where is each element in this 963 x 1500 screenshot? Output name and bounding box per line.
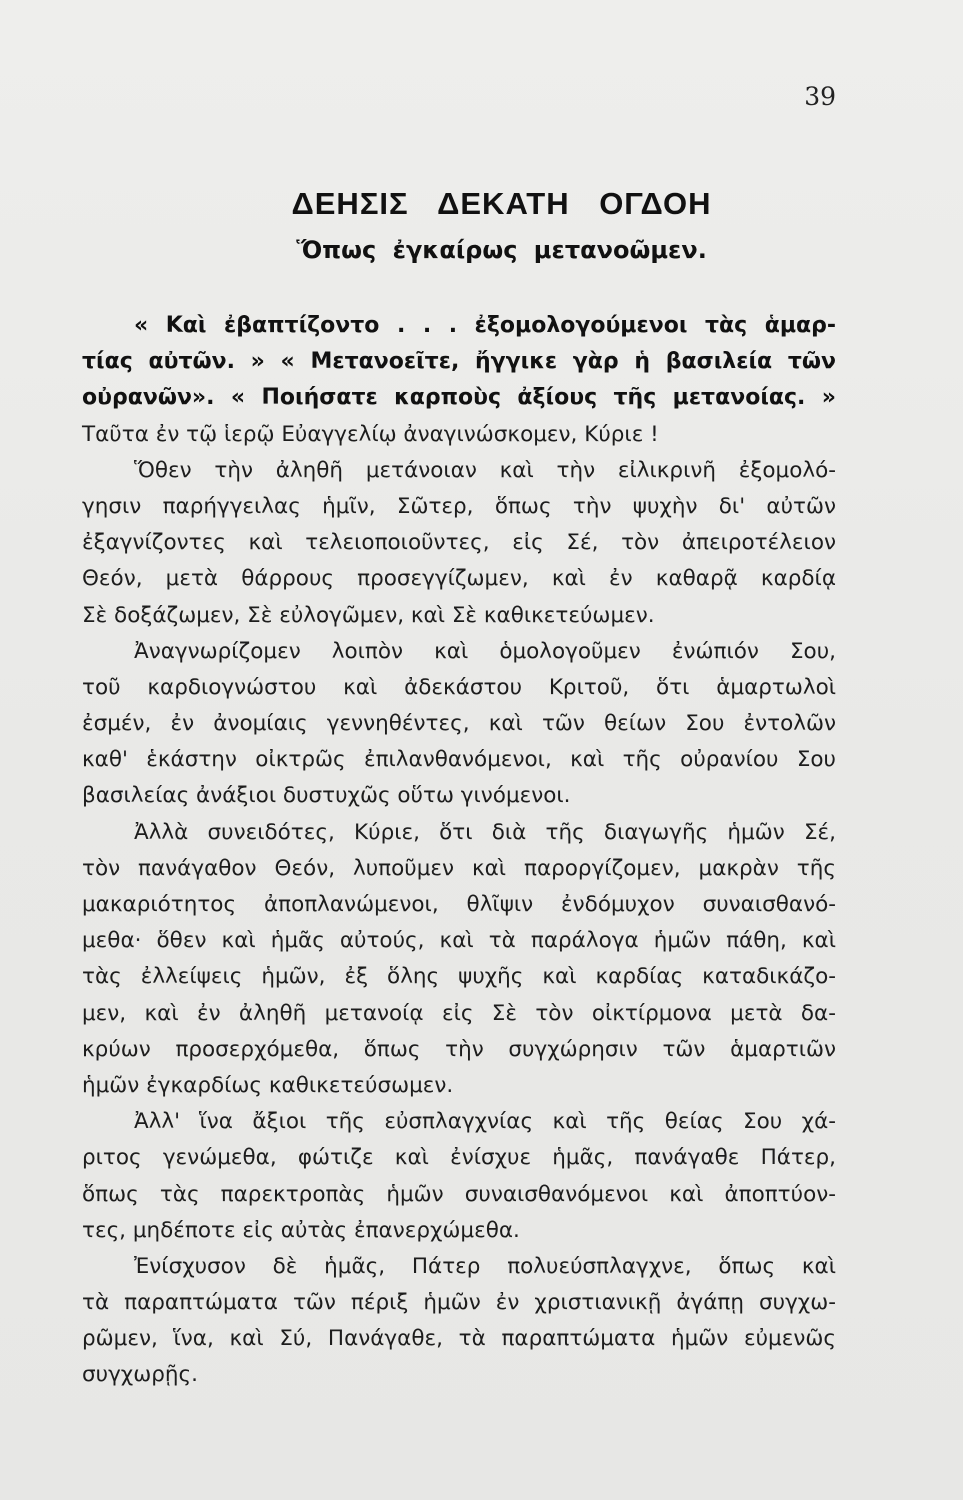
text-line: τοῦ καρδιογνώστου καὶ ἀδεκάστου Κριτοῦ, ὅτι ἁμαρτωλοὶ bbox=[82, 674, 836, 700]
text-line: συγχωρῇς. bbox=[82, 1362, 198, 1388]
text-line: Ἀλλ' ἵνα ἄξιοι τῆς εὐσπλαγχνίας καὶ τῆς θείας Σου χά- bbox=[134, 1109, 836, 1135]
text-line: Σὲ δοξάζωμεν, Σὲ εὐλογῶμεν, καὶ Σὲ καθικετεύωμεν. bbox=[82, 602, 655, 628]
text-line: ρῶμεν, ἵνα, καὶ Σύ, Πανάγαθε, τὰ παραπτώματα ἡμῶν εὐμενῶς bbox=[82, 1326, 836, 1352]
text-line: μεν, καὶ ἐν ἀληθῆ μετανοίᾳ εἰς Σὲ τὸν οἰκτίρμονα μετὰ δα- bbox=[82, 1000, 836, 1026]
text-line: τὸν πανάγαθον Θεόν, λυποῦμεν καὶ παροργίζομεν, μακρὰν τῆς bbox=[82, 855, 836, 881]
text-line: ἐξαγνίζοντες καὶ τελειοποιοῦντες, εἰς Σέ, τὸν ἀπειροτέλειον bbox=[82, 530, 836, 556]
text-line: Θεόν, μετὰ θάρρους προσεγγίζωμεν, καὶ ἐν καθαρᾷ καρδίᾳ bbox=[82, 566, 836, 592]
text-line: γησιν παρήγγειλας ἡμῖν, Σῶτερ, ὅπως τὴν ψυχὴν δι' αὐτῶν bbox=[82, 493, 836, 519]
page-number: 39 bbox=[804, 82, 836, 111]
text-line: « Καὶ ἐβαπτίζοντο . . . ἐξομολογούμενοι τὰς ἁμαρ- bbox=[134, 313, 836, 338]
text-line: μακαριότητος ἀποπλανώμενοι, θλῖψιν ἐνδόμυχον συναισθανό- bbox=[82, 892, 836, 917]
text-line: ἐσμέν, ἐν ἀνομίαις γεννηθέντες, καὶ τῶν θείων Σου ἐντολῶν bbox=[82, 711, 836, 737]
text-line: Ἀλλὰ συνειδότες, Κύριε, ὅτι διὰ τῆς διαγωγῆς ἡμῶν Σέ, bbox=[134, 819, 836, 845]
prayer-text bbox=[82, 308, 836, 1394]
text-line: Ἀναγνωρίζομεν λοιπὸν καὶ ὁμολογοῦμεν ἐνώπιόν Σου, bbox=[134, 638, 836, 664]
chapter-title: ΔΕΗΣΙΣ ΔΕΚΑΤΗ ΟΓΔΟΗ bbox=[291, 186, 712, 221]
text-line: οὐρανῶν». « Ποιήσατε καρποὺς ἀξίους τῆς μετανοίας. » bbox=[82, 385, 836, 411]
text-line: τίας αὐτῶν. » « Μετανοεῖτε, ἤγγικε γὰρ ἡ βασιλεία τῶν bbox=[82, 349, 836, 375]
text-line: ριτος γενώμεθα, φώτιζε καὶ ἐνίσχυε ἡμᾶς, πανάγαθε Πάτερ, bbox=[82, 1145, 836, 1171]
text-line: μεθα· ὅθεν καὶ ἡμᾶς αὐτούς, καὶ τὰ παράλογα ἡμῶν πάθη, καὶ bbox=[82, 928, 836, 954]
text-line: Ταῦτα ἐν τῷ ἱερῷ Εὐαγγελίῳ ἀναγινώσκομεν, Κύριε ! bbox=[82, 421, 659, 447]
text-line: τες, μηδέποτε εἰς αὐτὰς ἐπανερχώμεθα. bbox=[82, 1217, 520, 1243]
text-line: κρύων προσερχόμεθα, ὅπως τὴν συγχώρησιν τῶν ἁμαρτιῶν bbox=[82, 1036, 836, 1062]
text-line: ὅπως τὰς παρεκτροπὰς ἡμῶν συναισθανόμενοι καὶ ἀποπτύον- bbox=[82, 1181, 836, 1207]
text-line: τὰς ἐλλείψεις ἡμῶν, ἐξ ὅλης ψυχῆς καὶ καρδίας καταδικάζο- bbox=[82, 964, 836, 990]
text-line: τὰ παραπτώματα τῶν πέριξ ἡμῶν ἐν χριστιανικῇ ἀγάπῃ συγχω- bbox=[82, 1290, 836, 1316]
text-line: Ὅθεν τὴν ἀληθῆ μετάνοιαν καὶ τὴν εἰλικρινῆ ἐξομολό- bbox=[134, 457, 836, 483]
text-line: ἡμῶν ἐγκαρδίως καθικετεύσωμεν. bbox=[82, 1072, 454, 1098]
text-line: Ἐνίσχυσον δὲ ἡμᾶς, Πάτερ πολυεύσπλαγχνε, ὅπως καὶ bbox=[134, 1253, 836, 1279]
chapter-subtitle: Ὅπως ἐγκαίρως μετανοῶμεν. bbox=[296, 236, 707, 264]
text-line: βασιλείας ἀνάξιοι δυστυχῶς οὕτω γινόμενοι. bbox=[82, 783, 571, 809]
text-line: καθ' ἑκάστην οἰκτρῶς ἐπιλανθανόμενοι, καὶ τῆς οὐρανίου Σου bbox=[82, 747, 836, 773]
